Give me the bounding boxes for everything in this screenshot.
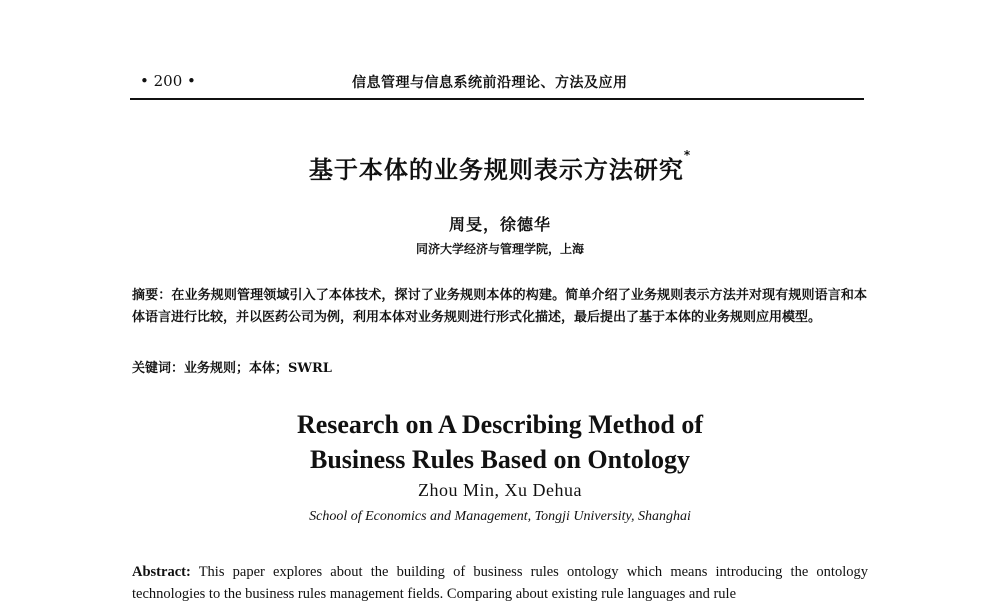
running-title: 信息管理与信息系统前沿理论、方法及应用 bbox=[352, 75, 628, 91]
chinese-affiliation: 同济大学经济与管理学院，上海 bbox=[415, 242, 584, 256]
chinese-title-text: 基于本体的业务规则表示方法研究 bbox=[308, 156, 684, 184]
chinese-authors: 周旻，徐德华 bbox=[448, 215, 551, 234]
chinese-abstract-text: 在业务规则管理领域引入了本体技术，探讨了业务规则本体的构建。简单介绍了业务规则表示方法并对现有规则语言和本体语言进行比较，并以医药公司为例，利用本体对业务规则进行形式化描述，最后提出了基于本体的业务规则应用模型。 bbox=[132, 288, 867, 325]
chinese-keywords bbox=[132, 357, 332, 376]
english-authors: Zhou Min, Xu Dehua bbox=[418, 480, 582, 500]
english-title-line-1: Research on A Describing Method of bbox=[296, 410, 704, 439]
chinese-abstract bbox=[132, 285, 867, 328]
page-number: • 200 • bbox=[140, 72, 196, 90]
chinese-keywords-text: 业务规则；本体；SWRL bbox=[184, 361, 332, 376]
english-title-line-2: Business Rules Based on Ontology bbox=[310, 445, 690, 474]
chinese-title bbox=[0, 150, 1000, 185]
chinese-keywords-label: 关键词： bbox=[132, 361, 185, 376]
chinese-abstract-label: 摘要： bbox=[132, 288, 172, 303]
english-abstract bbox=[132, 561, 868, 605]
english-affiliation: School of Economics and Management, Tongji University, Shanghai bbox=[309, 509, 691, 524]
title-footnote-mark: * bbox=[683, 148, 692, 162]
english-abstract-label: Abstract: bbox=[132, 564, 191, 580]
english-abstract-text: This paper explores about the building of business rules ontology which means introducing the ontology technologies to the business rules management fields. Comparing about existing rule languages and rule bbox=[132, 564, 868, 602]
english-title bbox=[0, 407, 1000, 477]
header-rule bbox=[130, 98, 864, 100]
